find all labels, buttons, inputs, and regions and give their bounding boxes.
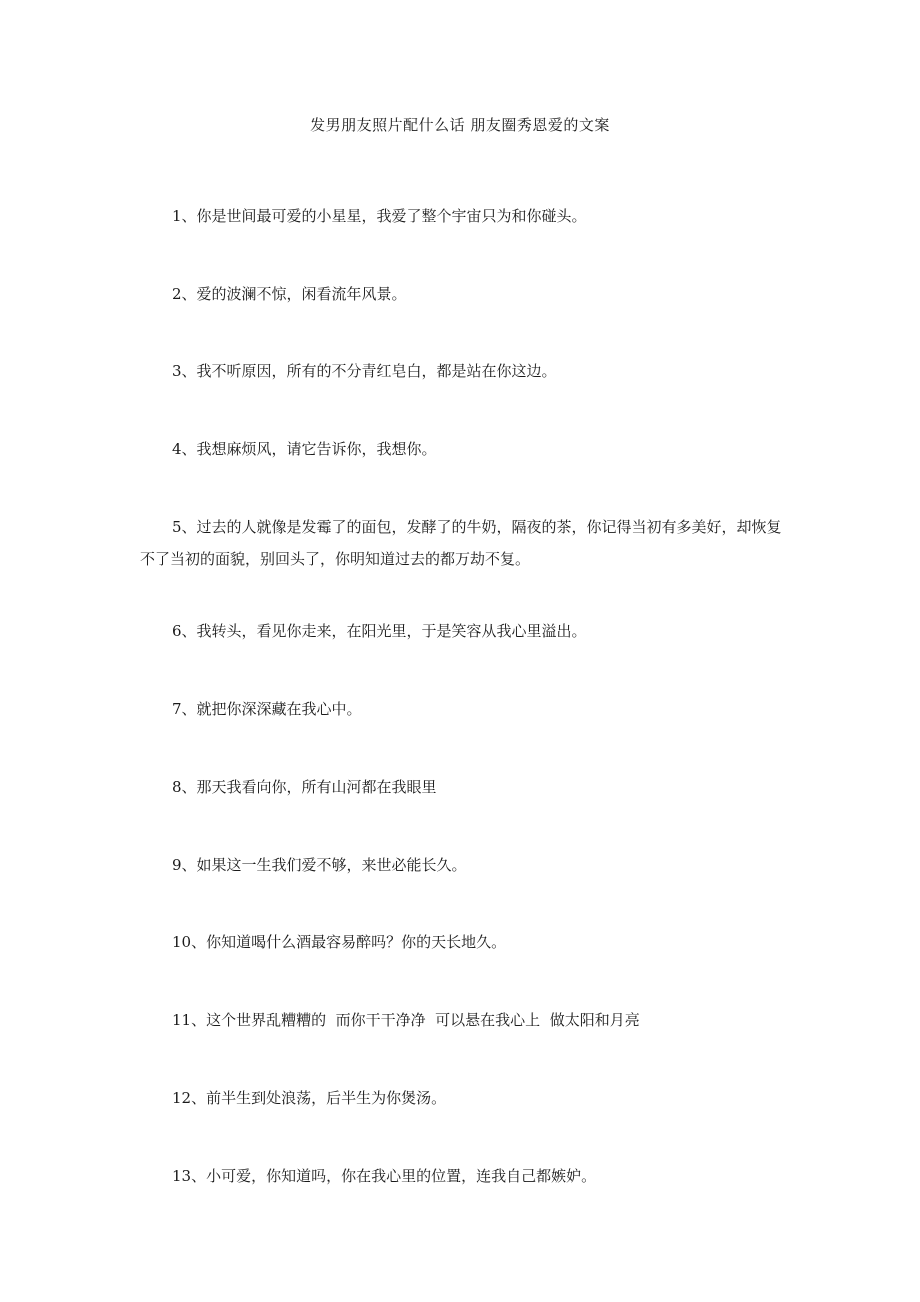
list-item: 12、前半生到处浪荡，后半生为你煲汤。 xyxy=(172,1089,447,1107)
list-item: 7、就把你深深藏在我心中。 xyxy=(172,700,362,718)
list-item: 9、如果这一生我们爱不够，来世必能长久。 xyxy=(172,856,467,874)
list-item: 10、你知道喝什么酒最容易醉吗？你的天长地久。 xyxy=(172,933,507,951)
list-item: 2、爱的波澜不惊，闲看流年风景。 xyxy=(172,285,407,303)
list-item: 1、你是世间最可爱的小星星，我爱了整个宇宙只为和你碰头。 xyxy=(172,207,587,225)
document-title: 发男朋友照片配什么话 朋友圈秀恩爱的文案 xyxy=(310,116,610,134)
list-item: 8、那天我看向你，所有山河都在我眼里 xyxy=(172,778,437,796)
list-item: 6、我转头，看见你走来，在阳光里，于是笑容从我心里溢出。 xyxy=(172,622,587,640)
list-item: 11、这个世界乱糟糟的 而你干干净净 可以悬在我心上 做太阳和月亮 xyxy=(172,1011,640,1029)
list-item: 5、过去的人就像是发霉了的面包，发酵了的牛奶，隔夜的茶，你记得当初有多美好，却恢复不了当初的面貌，别回头了，你明知道过去的都万劫不复。 xyxy=(140,518,782,568)
list-item: 4、我想麻烦风，请它告诉你，我想你。 xyxy=(172,440,437,458)
list-item: 3、我不听原因，所有的不分青红皂白，都是站在你这边。 xyxy=(172,362,557,380)
list-item: 13、小可爱，你知道吗，你在我心里的位置，连我自己都嫉妒。 xyxy=(172,1167,597,1185)
